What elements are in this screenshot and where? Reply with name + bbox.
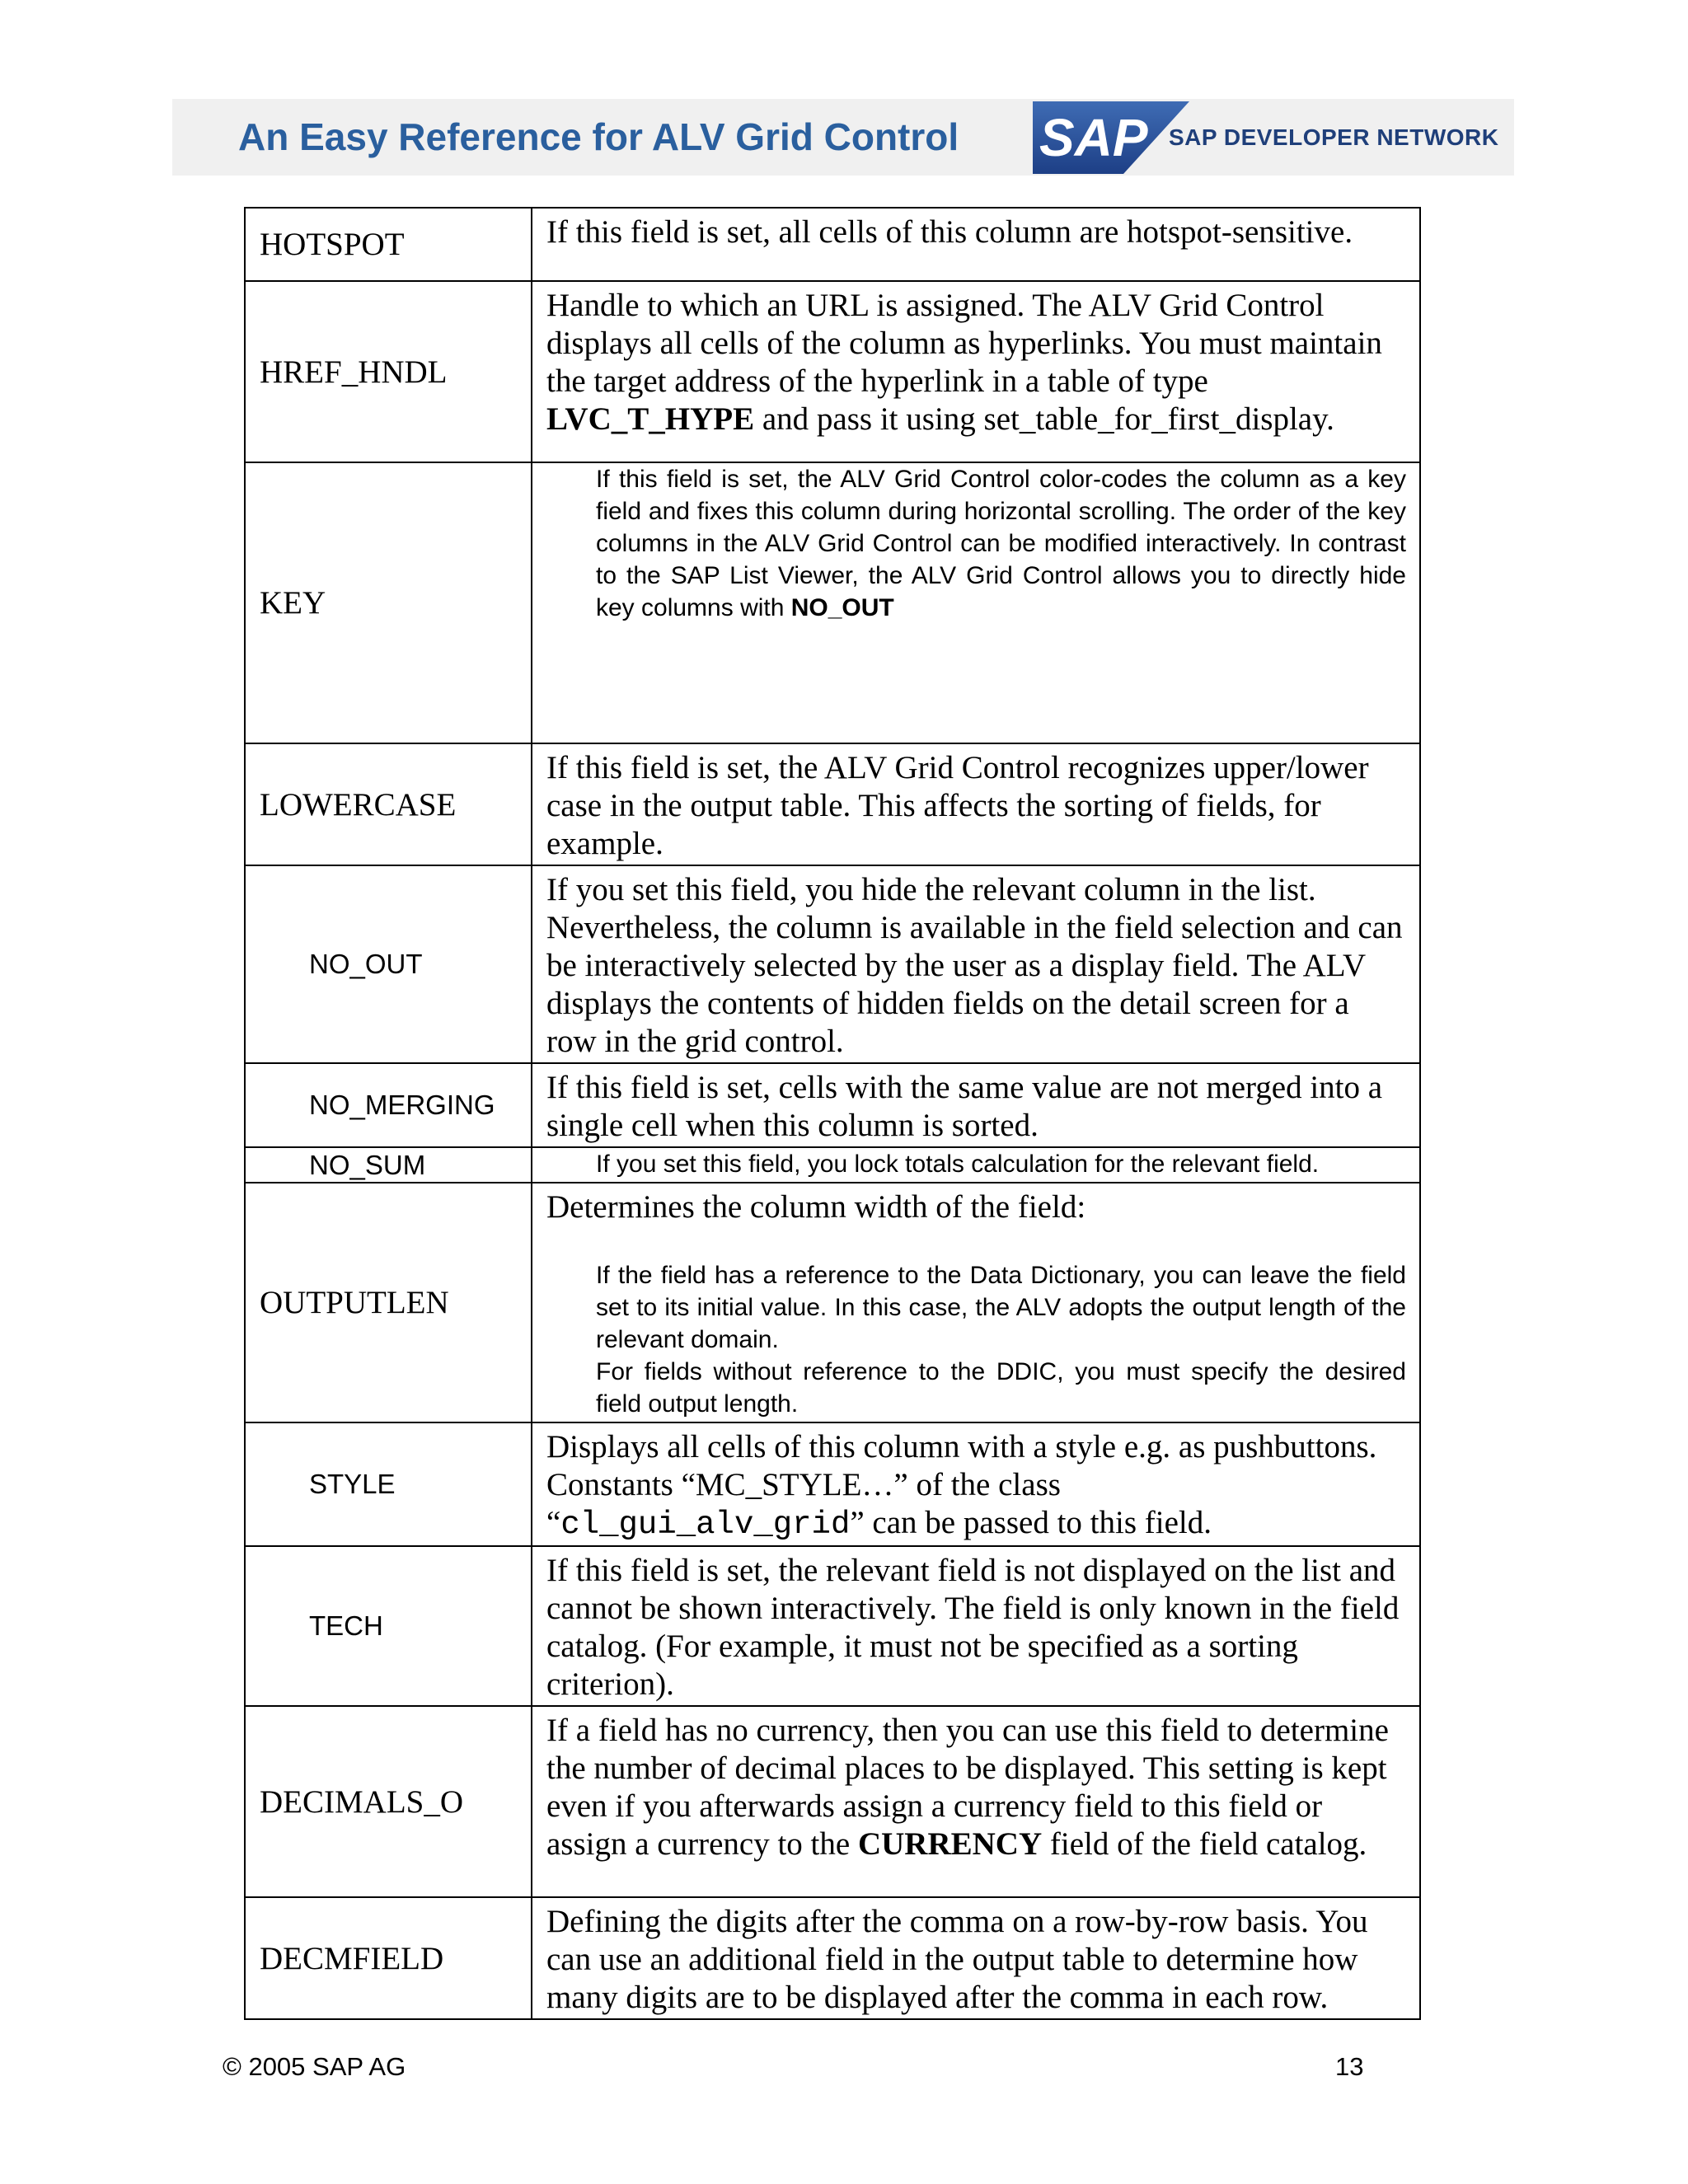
- field-name: DECMFIELD: [245, 1897, 532, 2019]
- field-description: [532, 1422, 1420, 1546]
- table-row: [245, 1422, 1420, 1546]
- page-header: [172, 99, 1514, 176]
- field-name: OUTPUTLEN: [245, 1183, 532, 1422]
- table-row: [245, 462, 1420, 743]
- description-subparagraph: For fields without reference to the DDIC, you must specify the desired field output length.: [596, 1358, 1406, 1418]
- field-description: If this field is set, cells with the same value are not merged into a single cell when this column is sorted.: [532, 1063, 1420, 1147]
- field-description: If this field is set, all cells of this column are hotspot-sensitive.: [532, 208, 1420, 281]
- table-row: [245, 1063, 1420, 1147]
- field-description: If this field is set, the relevant field is not displayed on the list and cannot be shown interactively. The field is only known in the field catalog. (For example, it must not be specified as a sorting criterion).: [532, 1546, 1420, 1706]
- field-description: If you set this field, you hide the relevant column in the list. Nevertheless, the column is available in the field selection and can be interactively selected by the user as a display field. The ALV displays the contents of hidden fields on the detail screen for a row in the grid control.: [532, 865, 1420, 1063]
- sap-logo: [1033, 101, 1189, 174]
- field-name: NO_MERGING: [245, 1063, 532, 1147]
- field-name: TECH: [245, 1546, 532, 1706]
- field-description: [532, 1706, 1420, 1897]
- description-quote: “: [546, 1505, 561, 1540]
- sap-logo-text: SAP: [1039, 108, 1148, 167]
- description-text: Displays all cells of this column with a style e.g. as pushbuttons. Constants “MC_STYLE…” of the class: [546, 1429, 1377, 1502]
- table-row: [245, 865, 1420, 1063]
- class-name: cl_gui_alv_grid: [560, 1507, 851, 1543]
- field-name: HREF_HNDL: [245, 281, 532, 462]
- field-description: [532, 281, 1420, 462]
- table-row: [245, 1147, 1420, 1183]
- description-text: Handle to which an URL is assigned. The ALV Grid Control displays all cells of the column as hyperlinks. You must maintain the target address of the hyperlink in a table of type: [546, 288, 1382, 399]
- table-row: [245, 281, 1420, 462]
- document-title: An Easy Reference for ALV Grid Control: [238, 115, 959, 158]
- description-text: If this field is set, the ALV Grid Control color-codes the column as a key field and fixes this column during horizontal scrolling. The order of the key columns in the ALV Grid Control can be modified interactively. In contrast to the SAP List Viewer, the ALV Grid Control allows you to directly hide key columns with: [596, 466, 1406, 621]
- description-text: field of the field catalog.: [1042, 1826, 1367, 1862]
- description-bold: LVC_T_HYPE: [546, 401, 755, 437]
- table-row: [245, 743, 1420, 865]
- field-name: STYLE: [245, 1422, 532, 1546]
- description-text: Determines the column width of the field:: [546, 1189, 1086, 1225]
- field-description: [532, 462, 1420, 743]
- page-number: 13: [1335, 2052, 1364, 2081]
- field-name: HOTSPOT: [245, 208, 532, 281]
- field-reference-table: [244, 207, 1421, 2020]
- field-name: NO_SUM: [245, 1147, 532, 1183]
- copyright-notice: © 2005 SAP AG: [223, 2052, 406, 2081]
- table-row: [245, 1897, 1420, 2019]
- developer-network-label: SAP DEVELOPER NETWORK: [1169, 124, 1499, 150]
- field-description: If this field is set, the ALV Grid Control recognizes upper/lower case in the output table. This affects the sorting of fields, for example.: [532, 743, 1420, 865]
- description-bold: CURRENCY: [857, 1826, 1043, 1862]
- field-name: DECIMALS_O: [245, 1706, 532, 1897]
- table-row: [245, 208, 1420, 281]
- table-row: [245, 1183, 1420, 1422]
- table-row: [245, 1546, 1420, 1706]
- field-description: Defining the digits after the comma on a row-by-row basis. You can use an additional field in the output table to determine how many digits are to be displayed after the comma in each row.: [532, 1897, 1420, 2019]
- table-row: [245, 1706, 1420, 1897]
- field-name: NO_OUT: [245, 865, 532, 1063]
- field-description: If you set this field, you lock totals calculation for the relevant field.: [532, 1147, 1420, 1183]
- description-bold: NO_OUT: [790, 594, 894, 621]
- description-text: If a field has no currency, then you can use this field to determine the number of decimal places to be displayed. This setting is kept even if you afterwards assign a currency field to this field or assign a currency to the: [546, 1713, 1389, 1862]
- description-text: ” can be passed to this field.: [850, 1505, 1212, 1540]
- description-subparagraph: If the field has a reference to the Data Dictionary, you can leave the field set to its initial value. In this case, the ALV adopts the output length of the relevant domain.: [596, 1262, 1406, 1353]
- field-name: LOWERCASE: [245, 743, 532, 865]
- field-name: KEY: [245, 462, 532, 743]
- description-text: and pass it using set_table_for_first_display.: [754, 401, 1334, 437]
- field-description: [532, 1183, 1420, 1422]
